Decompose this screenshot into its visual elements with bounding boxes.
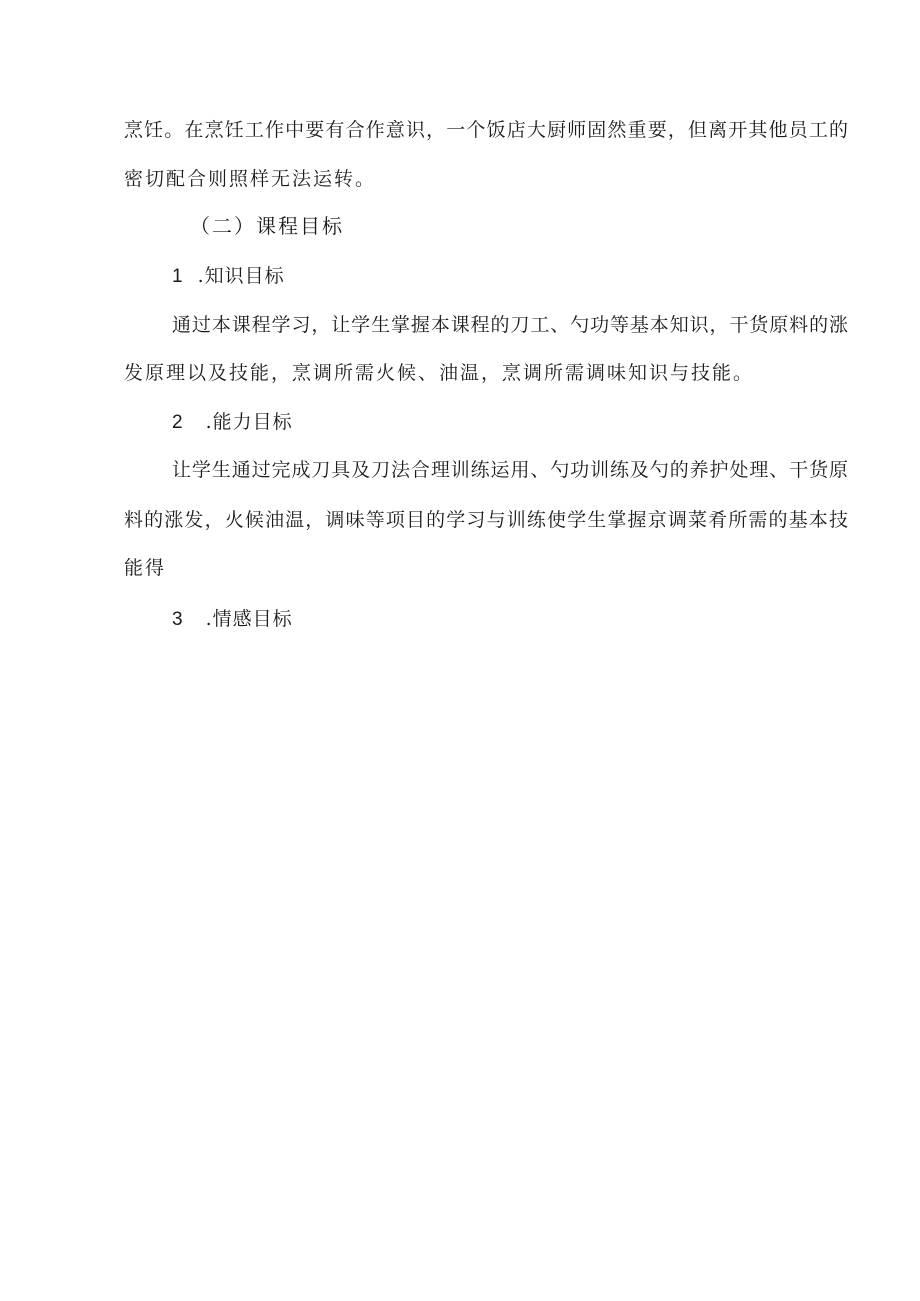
item-2-heading xyxy=(172,410,293,435)
item-1-heading xyxy=(172,264,285,289)
item-2-number: 2 xyxy=(172,412,183,433)
item-3-number: 3 xyxy=(172,609,183,630)
item-3-title: .情感目标 xyxy=(205,608,293,630)
item-2-line-3: 能得 xyxy=(124,557,167,579)
item-2-line-1: 让学生通过完成刀具及刀法合理训练运用、勺功训练及勺的养护处理、干货原 xyxy=(172,459,848,481)
item-2-title: .能力目标 xyxy=(205,411,293,433)
item-1-number: 1 xyxy=(172,266,183,287)
item-3-heading xyxy=(172,607,293,632)
paragraph-1-line-1: 烹饪。在烹饪工作中要有合作意识，一个饭店大厨师固然重要，但离开其他员工的 xyxy=(124,119,848,141)
item-1-line-1: 通过本课程学习，让学生掌握本课程的刀工、勺功等基本知识，干货原料的涨 xyxy=(172,314,848,336)
paragraph-1-line-2: 密切配合则照样无法运转。 xyxy=(124,168,377,190)
item-2-line-2: 料的涨发，火候油温，调味等项目的学习与训练使学生掌握京调菜肴所需的基本技 xyxy=(124,509,848,531)
item-1-line-2: 发原理以及技能，烹调所需火候、油温，烹调所需调味知识与技能。 xyxy=(124,362,755,384)
section-heading: （二）课程目标 xyxy=(190,214,344,238)
item-1-title: .知识目标 xyxy=(197,265,285,287)
